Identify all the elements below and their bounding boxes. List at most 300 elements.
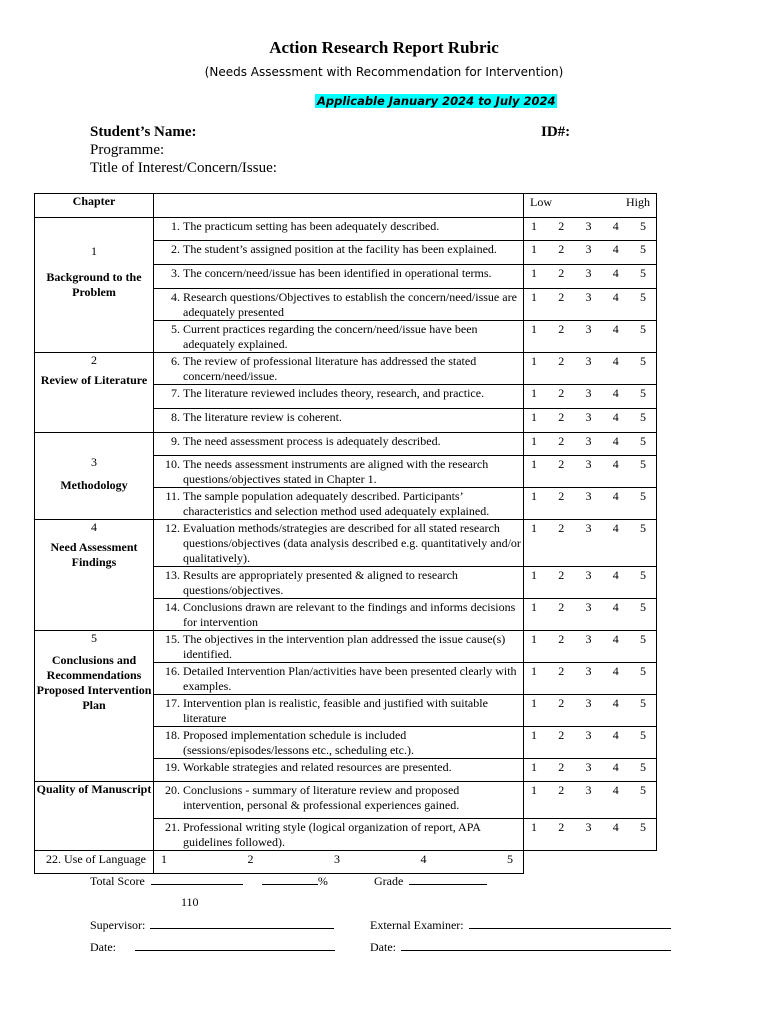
criterion-number: 1. xyxy=(171,219,180,233)
score-option-5[interactable]: 5 xyxy=(640,290,646,304)
supervisor-blank[interactable] xyxy=(150,917,334,929)
criterion xyxy=(154,321,523,352)
criterion-row xyxy=(35,851,657,874)
score-cell xyxy=(524,727,657,759)
score-options xyxy=(524,385,656,401)
score-cell xyxy=(524,663,657,695)
score-option-2[interactable]: 2 xyxy=(558,664,565,678)
score-option-4[interactable]: 4 xyxy=(612,266,619,280)
document-title: Action Research Report Rubric xyxy=(269,38,499,57)
score-cell xyxy=(524,241,657,265)
criterion-number: 2. xyxy=(171,242,180,256)
score-options xyxy=(524,353,656,369)
chapter-number: 1 xyxy=(91,244,97,258)
score-option-4[interactable]: 4 xyxy=(612,568,619,582)
score-option-1[interactable]: 1 xyxy=(531,434,537,448)
criterion-text: Current practices regarding the concern/need/issue have been adequately explained. xyxy=(183,322,478,351)
score-option-3[interactable]: 3 xyxy=(585,489,592,503)
score-option-5[interactable]: 5 xyxy=(640,760,646,774)
criterion-number: 10. xyxy=(165,457,180,471)
chapter-cell xyxy=(35,353,154,433)
score-option-3[interactable]: 3 xyxy=(585,820,592,834)
criterion-number: 12. xyxy=(165,521,180,535)
score-option-2[interactable]: 2 xyxy=(558,521,565,535)
score-option-5[interactable]: 5 xyxy=(640,489,646,503)
criterion-text: The concern/need/issue has been identified in operational terms. xyxy=(183,266,492,280)
score-options xyxy=(154,851,523,867)
external-examiner-label: External Examiner: xyxy=(370,918,464,932)
score-option-5[interactable]: 5 xyxy=(640,783,646,797)
criterion-number: 17. xyxy=(165,696,180,710)
score-option-1[interactable]: 1 xyxy=(531,242,537,256)
criterion-cell xyxy=(154,321,524,353)
criterion xyxy=(154,567,523,598)
score-option-5[interactable]: 5 xyxy=(640,322,646,336)
chapter-cell xyxy=(35,782,154,851)
criterion xyxy=(154,488,523,519)
low-high-scale xyxy=(524,194,656,210)
score-options xyxy=(524,289,656,305)
score-cell xyxy=(524,819,657,851)
chapter-name: Conclusions and Recommendations Proposed Intervention Plan xyxy=(36,653,152,712)
criterion-cell xyxy=(154,663,524,695)
score-option-5[interactable]: 5 xyxy=(640,386,646,400)
score-option-5[interactable]: 5 xyxy=(640,434,646,448)
criterion-text: Use of Language xyxy=(64,852,146,866)
score-cell xyxy=(524,759,657,782)
score-option-2[interactable]: 2 xyxy=(247,852,254,866)
criterion-cell xyxy=(154,353,524,385)
score-options xyxy=(524,488,656,504)
criterion-number: 16. xyxy=(165,664,180,678)
score-option-2[interactable]: 2 xyxy=(558,354,565,368)
chapter-name: Need Assessment Findings xyxy=(50,540,138,569)
examiner-date-label: Date: xyxy=(370,940,396,954)
criterion-text: Conclusions - summary of literature review and proposed intervention, personal & professional experiences gained. xyxy=(183,783,460,812)
criterion xyxy=(154,663,523,694)
score-option-5[interactable]: 5 xyxy=(640,266,646,280)
score-option-2[interactable]: 2 xyxy=(558,783,565,797)
score-option-1[interactable]: 1 xyxy=(531,219,537,233)
score-option-3[interactable]: 3 xyxy=(585,322,592,336)
score-options xyxy=(524,567,656,583)
score-options xyxy=(524,456,656,472)
criterion-cell xyxy=(154,488,524,520)
score-option-4[interactable]: 4 xyxy=(612,290,619,304)
student-name-label: Student’s Name: xyxy=(90,124,197,140)
supervisor-date-blank[interactable] xyxy=(135,939,335,951)
criterion-number: 13. xyxy=(165,568,180,582)
score-option-1[interactable]: 1 xyxy=(531,386,537,400)
chapter-header: Chapter xyxy=(35,194,154,218)
criterion-text: Intervention plan is realistic, feasible and justified with suitable literature xyxy=(183,696,488,725)
criterion-text: The student’s assigned position at the facility has been explained. xyxy=(183,242,497,256)
score-options xyxy=(524,520,656,536)
header-row xyxy=(35,194,657,218)
criterion-number: 20. xyxy=(165,783,180,797)
criterion-row xyxy=(35,631,657,663)
supervisor-line xyxy=(90,917,334,933)
score-option-4[interactable]: 4 xyxy=(612,457,619,471)
criterion-text: The sample population adequately described. Participants’ characteristics and selection method used adequately explained. xyxy=(183,489,490,518)
score-option-4[interactable]: 4 xyxy=(612,521,619,535)
score-option-5[interactable]: 5 xyxy=(640,568,646,582)
score-option-4[interactable]: 4 xyxy=(612,410,619,424)
low-label: Low xyxy=(530,195,552,209)
score-option-3[interactable]: 3 xyxy=(585,783,592,797)
score-option-1[interactable]: 1 xyxy=(531,457,537,471)
criterion-number: 4. xyxy=(171,290,180,304)
score-option-4[interactable]: 4 xyxy=(612,242,619,256)
score-option-3[interactable]: 3 xyxy=(585,410,592,424)
score-option-3[interactable]: 3 xyxy=(585,728,592,742)
chapter-name: Methodology xyxy=(60,478,128,492)
score-options xyxy=(524,695,656,711)
criterion xyxy=(154,241,523,257)
criterion-number: 22. xyxy=(46,852,61,866)
score-option-2[interactable]: 2 xyxy=(558,242,565,256)
score-option-4[interactable]: 4 xyxy=(612,322,619,336)
score-option-4[interactable]: 4 xyxy=(612,820,619,834)
programme-label: Programme: xyxy=(90,142,165,158)
criterion-cell xyxy=(154,782,524,819)
criterion-text: Proposed implementation schedule is included (sessions/episodes/lessons etc., scheduling etc.). xyxy=(183,728,414,757)
score-option-3[interactable]: 3 xyxy=(585,290,592,304)
grade-label: Grade xyxy=(374,874,404,888)
score-option-4[interactable]: 4 xyxy=(612,664,619,678)
criterion-number: 8. xyxy=(171,410,180,424)
score-options xyxy=(524,599,656,615)
score-options xyxy=(524,433,656,449)
title-of-interest-label: Title of Interest/Concern/Issue: xyxy=(90,160,277,176)
external-examiner-line xyxy=(370,917,671,933)
criterion-number: 15. xyxy=(165,632,180,646)
criterion-text: Research questions/Objectives to establish the concern/need/issue are adequately presented xyxy=(183,290,517,319)
score-option-3[interactable]: 3 xyxy=(334,852,340,866)
rubric-table xyxy=(34,193,657,874)
score-option-4[interactable]: 4 xyxy=(612,783,619,797)
criterion-cell xyxy=(154,819,524,851)
student-id-label: ID#: xyxy=(541,124,571,140)
high-label: High xyxy=(626,195,650,209)
criterion xyxy=(154,409,523,425)
score-cell xyxy=(524,631,657,663)
score-option-3[interactable]: 3 xyxy=(585,242,592,256)
applicable-period: Applicable January 2024 to July 2024 xyxy=(317,94,556,108)
score-cell xyxy=(524,488,657,520)
criterion xyxy=(154,353,523,384)
score-option-5[interactable]: 5 xyxy=(640,820,646,834)
score-option-4[interactable]: 4 xyxy=(612,760,619,774)
score-option-1[interactable]: 1 xyxy=(531,728,537,742)
criterion xyxy=(154,727,523,758)
chapter-number: 2 xyxy=(91,353,97,367)
score-option-5[interactable]: 5 xyxy=(640,354,646,368)
score-option-1[interactable]: 1 xyxy=(531,322,537,336)
score-option-3[interactable]: 3 xyxy=(585,632,592,646)
score-option-4[interactable]: 4 xyxy=(612,434,619,448)
criterion xyxy=(154,782,523,813)
criterion xyxy=(154,218,523,234)
criterion-cell xyxy=(154,456,524,488)
criterion-number: 9. xyxy=(171,434,180,448)
criterion-number: 14. xyxy=(165,600,180,614)
criterion-number: 11. xyxy=(165,489,180,503)
score-option-3[interactable]: 3 xyxy=(585,266,592,280)
score-options xyxy=(524,321,656,337)
chapter-cell xyxy=(35,631,154,782)
score-option-5[interactable]: 5 xyxy=(640,696,646,710)
document-subtitle: (Needs Assessment with Recommendation for Intervention) xyxy=(204,65,564,79)
score-option-3[interactable]: 3 xyxy=(585,521,592,535)
criterion-text: The objectives in the intervention plan addressed the issue cause(s) identified. xyxy=(183,632,506,661)
score-option-3[interactable]: 3 xyxy=(585,600,592,614)
score-option-1[interactable]: 1 xyxy=(531,290,537,304)
score-option-1[interactable]: 1 xyxy=(531,489,537,503)
score-option-1[interactable]: 1 xyxy=(531,600,537,614)
score-option-4[interactable]: 4 xyxy=(612,600,619,614)
total-max-score: 110 xyxy=(181,895,199,909)
score-option-2[interactable]: 2 xyxy=(558,410,565,424)
scale-header xyxy=(524,194,657,218)
criterion-cell xyxy=(154,599,524,631)
criterion-text: The needs assessment instruments are aligned with the research questions/objectives stated in Chapter 1. xyxy=(183,457,489,486)
score-option-1[interactable]: 1 xyxy=(531,696,537,710)
score-option-5[interactable]: 5 xyxy=(640,728,646,742)
score-option-5[interactable]: 5 xyxy=(507,852,513,866)
total-score-label: Total Score xyxy=(90,874,145,888)
score-option-4[interactable]: 4 xyxy=(612,354,619,368)
chapter-number: 3 xyxy=(91,455,97,469)
criterion xyxy=(154,385,523,401)
score-options xyxy=(524,241,656,257)
score-option-5[interactable]: 5 xyxy=(640,242,646,256)
score-option-4[interactable]: 4 xyxy=(420,852,427,866)
criterion-cell xyxy=(35,851,154,874)
score-option-2[interactable]: 2 xyxy=(558,600,565,614)
criterion xyxy=(35,851,153,867)
score-cell xyxy=(154,851,524,874)
score-option-2[interactable]: 2 xyxy=(558,568,565,582)
score-option-2[interactable]: 2 xyxy=(558,322,565,336)
score-option-2[interactable]: 2 xyxy=(558,632,565,646)
score-cell xyxy=(524,289,657,321)
score-cell xyxy=(524,409,657,433)
total-score-line xyxy=(90,873,328,889)
criterion-row xyxy=(35,782,657,819)
score-options xyxy=(524,819,656,835)
criterion xyxy=(154,289,523,320)
criterion-row xyxy=(35,520,657,567)
percent-blank[interactable] xyxy=(262,873,318,885)
score-option-3[interactable]: 3 xyxy=(585,760,592,774)
chapter-number: 5 xyxy=(91,631,97,645)
score-option-1[interactable]: 1 xyxy=(531,568,537,582)
criterion-cell xyxy=(154,241,524,265)
score-cell xyxy=(524,695,657,727)
score-cell xyxy=(524,456,657,488)
score-options xyxy=(524,663,656,679)
criterion xyxy=(154,456,523,487)
grade-line xyxy=(374,873,487,889)
criterion-text: Professional writing style (logical organization of report, APA guidelines followed). xyxy=(183,820,481,849)
score-options xyxy=(524,409,656,425)
score-cell xyxy=(524,218,657,241)
criterion-cell xyxy=(154,433,524,456)
score-option-2[interactable]: 2 xyxy=(558,489,565,503)
chapter-cell xyxy=(35,218,154,353)
criterion-text: The literature reviewed includes theory, research, and practice. xyxy=(183,386,485,400)
supervisor-label: Supervisor: xyxy=(90,918,146,932)
score-cell xyxy=(524,567,657,599)
score-option-2[interactable]: 2 xyxy=(558,219,565,233)
chapter-name: Quality of Manuscript xyxy=(36,782,152,796)
chapter-number: 4 xyxy=(91,520,97,534)
chapter-name: Review of Literature xyxy=(40,373,148,387)
criterion-text: Results are appropriately presented & aligned to research questions/objectives. xyxy=(183,568,458,597)
chapter-name: Background to the Problem xyxy=(46,270,142,299)
score-option-3[interactable]: 3 xyxy=(585,696,592,710)
score-option-2[interactable]: 2 xyxy=(558,290,565,304)
external-examiner-blank[interactable] xyxy=(469,917,671,929)
score-option-5[interactable]: 5 xyxy=(640,521,646,535)
score-option-4[interactable]: 4 xyxy=(612,219,619,233)
criterion xyxy=(154,433,523,449)
score-option-4[interactable]: 4 xyxy=(612,386,619,400)
score-option-1[interactable]: 1 xyxy=(161,852,167,866)
score-options xyxy=(524,265,656,281)
criterion-text: The need assessment process is adequately described. xyxy=(183,434,441,448)
criterion xyxy=(154,759,523,775)
criterion-row xyxy=(35,353,657,385)
examiner-date-blank[interactable] xyxy=(401,939,671,951)
score-option-4[interactable]: 4 xyxy=(612,728,619,742)
criterion-number: 6. xyxy=(171,354,180,368)
criterion-text: Detailed Intervention Plan/activities have been presented clearly with examples. xyxy=(183,664,517,693)
score-option-3[interactable]: 3 xyxy=(585,219,592,233)
score-option-4[interactable]: 4 xyxy=(612,489,619,503)
criterion xyxy=(154,631,523,662)
criterion-text: Workable strategies and related resources are presented. xyxy=(183,760,452,774)
score-option-1[interactable]: 1 xyxy=(531,521,537,535)
criterion-cell xyxy=(154,631,524,663)
score-cell xyxy=(524,599,657,631)
score-option-4[interactable]: 4 xyxy=(612,632,619,646)
score-options xyxy=(524,631,656,647)
criterion xyxy=(154,599,523,630)
score-option-5[interactable]: 5 xyxy=(640,219,646,233)
score-cell xyxy=(524,321,657,353)
score-options xyxy=(524,727,656,743)
total-score-blank[interactable] xyxy=(151,873,243,885)
criterion xyxy=(154,265,523,281)
criterion xyxy=(154,819,523,850)
score-option-3[interactable]: 3 xyxy=(585,434,592,448)
criterion-cell xyxy=(154,759,524,782)
score-cell xyxy=(524,433,657,456)
score-option-3[interactable]: 3 xyxy=(585,664,592,678)
criterion xyxy=(154,695,523,726)
score-option-2[interactable]: 2 xyxy=(558,386,565,400)
score-option-1[interactable]: 1 xyxy=(531,760,537,774)
score-cell xyxy=(524,385,657,409)
score-option-2[interactable]: 2 xyxy=(558,457,565,471)
criterion-cell xyxy=(154,385,524,409)
score-cell xyxy=(524,520,657,567)
score-option-3[interactable]: 3 xyxy=(585,386,592,400)
criterion-cell xyxy=(154,695,524,727)
criterion-number: 19. xyxy=(165,760,180,774)
criterion-row xyxy=(35,218,657,241)
criterion-cell xyxy=(154,289,524,321)
score-options xyxy=(524,782,656,798)
chapter-cell xyxy=(35,433,154,520)
score-cell xyxy=(524,265,657,289)
score-option-2[interactable]: 2 xyxy=(558,728,565,742)
criterion-text: Conclusions drawn are relevant to the findings and informs decisions for intervention xyxy=(183,600,516,629)
score-option-2[interactable]: 2 xyxy=(558,760,565,774)
score-option-2[interactable]: 2 xyxy=(558,266,565,280)
score-option-2[interactable]: 2 xyxy=(558,434,565,448)
criterion-text: The literature review is coherent. xyxy=(183,410,342,424)
criterion xyxy=(154,520,523,566)
score-option-5[interactable]: 5 xyxy=(640,410,646,424)
score-option-1[interactable]: 1 xyxy=(531,820,537,834)
criterion-row xyxy=(35,433,657,456)
criterion-text: Evaluation methods/strategies are described for all stated research questions/objectives (data analysis described e.g. quantitatively and/or qualitatively). xyxy=(183,521,521,565)
score-option-2[interactable]: 2 xyxy=(558,696,565,710)
supervisor-date-line xyxy=(90,939,335,955)
grade-blank[interactable] xyxy=(409,873,487,885)
score-option-3[interactable]: 3 xyxy=(585,568,592,582)
criterion-number: 5. xyxy=(171,322,180,336)
score-option-4[interactable]: 4 xyxy=(612,696,619,710)
criterion-number: 21. xyxy=(165,820,180,834)
criterion-number: 3. xyxy=(171,266,180,280)
criterion-cell xyxy=(154,567,524,599)
score-option-1[interactable]: 1 xyxy=(531,783,537,797)
examiner-date-line xyxy=(370,939,671,955)
score-option-1[interactable]: 1 xyxy=(531,354,537,368)
score-option-1[interactable]: 1 xyxy=(531,664,537,678)
score-cell xyxy=(524,782,657,819)
score-option-3[interactable]: 3 xyxy=(585,354,592,368)
score-options xyxy=(524,759,656,775)
score-options xyxy=(524,218,656,234)
criterion-cell xyxy=(154,218,524,241)
criterion-number: 7. xyxy=(171,386,180,400)
score-option-3[interactable]: 3 xyxy=(585,457,592,471)
criterion-text: The review of professional literature has addressed the stated concern/need/issue. xyxy=(183,354,477,383)
criteria-header xyxy=(154,194,524,218)
score-option-5[interactable]: 5 xyxy=(640,457,646,471)
criterion-cell xyxy=(154,727,524,759)
score-cell xyxy=(524,353,657,385)
criterion-cell xyxy=(154,520,524,567)
score-option-2[interactable]: 2 xyxy=(558,820,565,834)
score-option-1[interactable]: 1 xyxy=(531,410,537,424)
score-option-1[interactable]: 1 xyxy=(531,266,537,280)
criterion-cell xyxy=(154,265,524,289)
percent-sign: % xyxy=(317,874,328,888)
score-option-1[interactable]: 1 xyxy=(531,632,537,646)
supervisor-date-label: Date: xyxy=(90,940,116,954)
score-option-5[interactable]: 5 xyxy=(640,664,646,678)
score-option-5[interactable]: 5 xyxy=(640,600,646,614)
score-option-5[interactable]: 5 xyxy=(640,632,646,646)
criterion-cell xyxy=(154,409,524,433)
criterion-number: 18. xyxy=(165,728,180,742)
